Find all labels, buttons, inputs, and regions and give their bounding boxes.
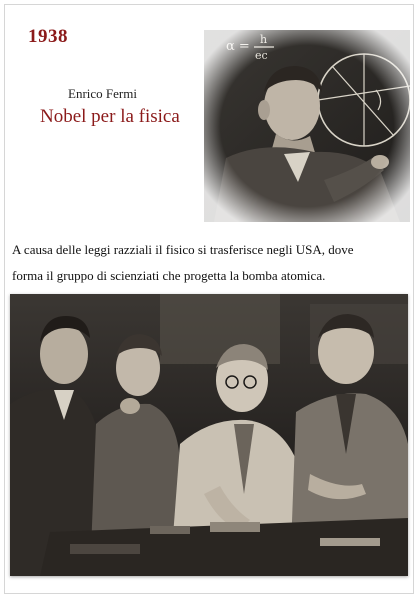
- year-heading: 1938: [28, 26, 68, 47]
- body-line-1: A causa delle leggi razziali il fisico si trasferisce negli USA, dove: [12, 242, 354, 257]
- page-subtitle: Nobel per la fisica: [40, 106, 180, 127]
- body-line-2: forma il gruppo di scienziati che progetta la bomba atomica.: [12, 268, 326, 283]
- portrait-photo: [204, 30, 410, 222]
- group-photo: [10, 294, 408, 576]
- person-name: Enrico Fermi: [68, 86, 137, 101]
- body-paragraph: [12, 237, 408, 289]
